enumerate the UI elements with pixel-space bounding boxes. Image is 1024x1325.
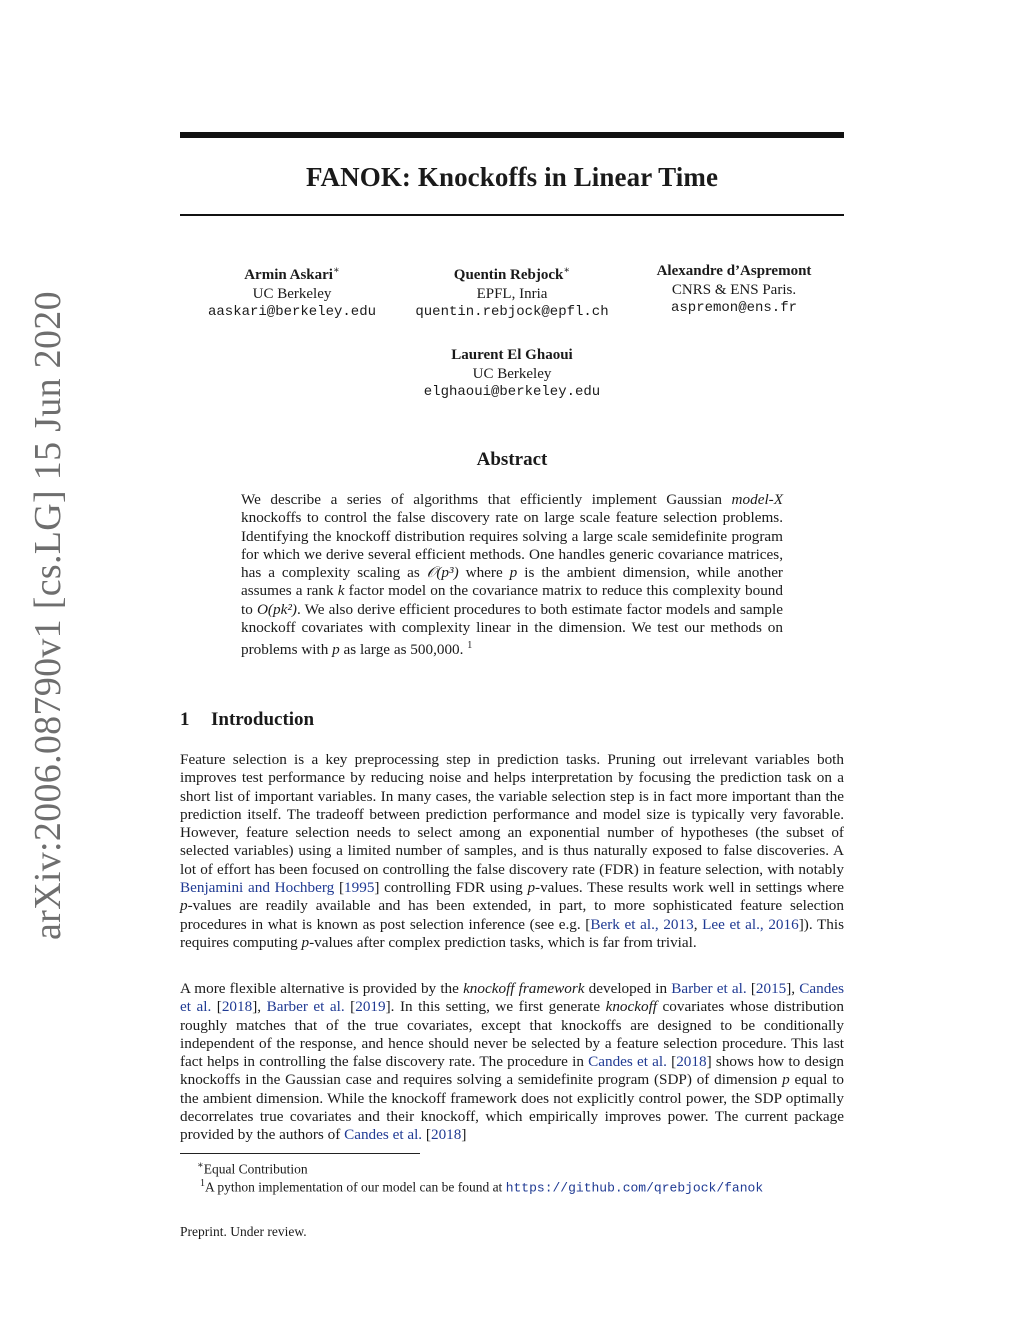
author-block [622, 262, 846, 318]
citation-link[interactable]: 1995 [344, 879, 375, 897]
citation-link[interactable]: Candes et al. [344, 1126, 423, 1144]
footnote-equal-contribution: ∗Equal Contribution [197, 1160, 308, 1177]
author-block [180, 262, 404, 322]
author-email: aaskari@berkeley.edu [207, 304, 377, 320]
author-name: Quentin Rebjock [453, 267, 564, 283]
author-affiliation: UC Berkeley [472, 365, 552, 382]
citation-link[interactable]: Barber et al. [266, 998, 345, 1016]
github-link[interactable]: https://github.com/qrebjock/fanok [505, 1180, 764, 1196]
footnote-mark[interactable]: 1 [467, 640, 473, 652]
section-number: 1 [180, 709, 190, 730]
title-rule-top [180, 132, 844, 138]
author-email: aspremon@ens.fr [670, 300, 798, 316]
author-name: Alexandre d’Aspremont [656, 263, 812, 279]
citation-link[interactable]: Lee et al., 2016 [702, 915, 799, 933]
author-block [400, 346, 624, 402]
author-affiliation: EPFL, Inria [476, 285, 548, 302]
author-email: elghaoui@berkeley.edu [423, 384, 601, 400]
citation-link[interactable]: Berk et al., 2013 [590, 915, 694, 933]
section-heading [180, 709, 314, 731]
abstract-text: We describe a series of algorithms that efficiently implement Gaussian model-X knockoffs to control the false discovery rate on large scale feature selection problems. Identifying the knockoff distribution requires solving a large scale semidefinite program for which we derive several efficient methods. One handles generic covariance matrices, has a complexity scaling as 𝒪(p³) where p is the ambient dimension, while another assumes a rank k factor model on the covariance matrix to reduce this complexity bound to O(pk²). We also derive efficient procedures to both estimate factor models and sample knockoff covariates with complexity linear in the dimension. We test our methods on problems with p as large as 500,000. $^1$ [241, 491, 783, 659]
intro-paragraph-2: A more flexible alternative is provided by the knockoff framework developed in Barber et al. [2015], Candes et al. [2018], Barber et al. [2019]. In this setting, we first generate knockoff covariates whose distribution roughly matches that of the true covariates, except that knockoffs are designed to be conditionally independent of the response, and hence should never be selected by a feature selection procedure. This last fact helps in controlling the false discovery rate. The procedure in Candes et al. [2018] shows how to design knockoffs in the Gaussian case and requires solving a semidefinite program (SDP) of dimension p equal to the ambient dimension. While the knockoff framework does not explicitly control power, the SDP optimally decorrelates true covariates and their knockoff, which empirically improves power. The current package provided by the authors of Candes et al. [2018] [180, 980, 845, 1144]
citation-link[interactable]: Benjamini and Hochberg [180, 879, 335, 897]
citation-link[interactable]: 2018 [430, 1126, 462, 1144]
citation-link[interactable]: Barber et al. [671, 980, 747, 997]
section-title: Introduction [211, 709, 315, 730]
author-name: Armin Askari [244, 267, 333, 283]
author-block [400, 262, 624, 322]
paper-title: FANOK: Knockoffs in Linear Time [305, 162, 719, 192]
footnote-rule [180, 1153, 420, 1154]
abstract-heading: Abstract [476, 449, 548, 470]
title-rule-bottom [180, 214, 844, 216]
author-affiliation: CNRS & ENS Paris. [671, 281, 797, 298]
citation-link[interactable]: 2015 [755, 980, 787, 997]
citation-link[interactable]: 2018 [676, 1053, 707, 1071]
citation-link[interactable]: Candes et al. [180, 980, 844, 1016]
author-name: Laurent El Ghaoui [451, 347, 573, 363]
footnote-code-link: $^1$A python implementation of our model can be found at https://github.com/qrebjock/fanok [200, 1178, 764, 1196]
intro-paragraph-1: Feature selection is a key preprocessing step in prediction tasks. Pruning out irrelevant variables both improves test performance by reducing noise and helps interpretation by focusing the prediction task on a short list of important variables. In many cases, the variable selection step is in fact more important than the prediction itself. The tradeoff between prediction performance and model size is typically very favorable. However, feature selection needs to select among an exponential number of hypotheses (the subset of selected variables) using a limited number of samples, and is thus naturally exposed to false discoveries. A lot of effort has been focused on controlling the false discovery rate (FDR) in feature selection, with notably Benjamini and Hochberg [1995] controlling FDR using p-values. These results work well in settings where p-values are readily available and has been extended, in part, to more sophisticated feature selection procedures in what is known as post selection inference (see e.g. [Berk et al., 2013, Lee et al., 2016]). This requires computing p-values after complex prediction tasks, which is far from trivial. [180, 751, 845, 951]
author-affiliation: UC Berkeley [252, 285, 332, 302]
arxiv-stamp: arXiv:2006.08790v1 [cs.LG] 15 Jun 2020 [27, 291, 69, 940]
author-mark: ∗ [332, 265, 340, 276]
author-email: quentin.rebjock@epfl.ch [415, 304, 609, 320]
preprint-footer: Preprint. Under review. [180, 1224, 307, 1239]
citation-link[interactable]: Candes et al. [588, 1053, 667, 1071]
citation-link[interactable]: 2019 [355, 998, 386, 1016]
citation-link[interactable]: 2018 [221, 998, 253, 1016]
author-mark: ∗ [563, 265, 571, 276]
